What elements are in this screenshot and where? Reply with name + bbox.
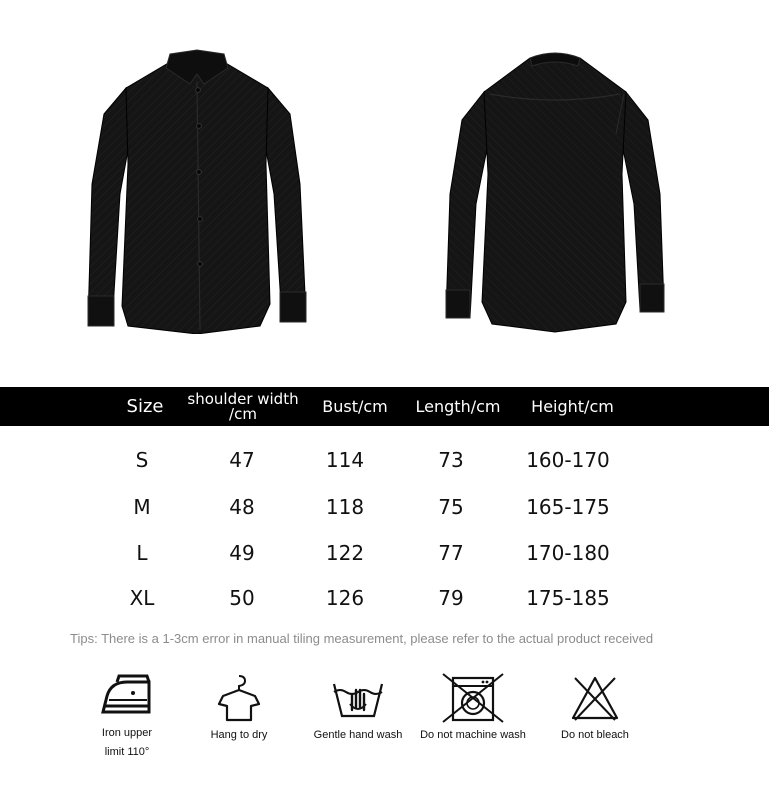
header-bust: Bust/cm: [322, 397, 388, 416]
height-cell: 175-185: [526, 586, 610, 610]
care-label-line1: Iron upper: [101, 727, 153, 739]
no-bleach-icon: [565, 672, 625, 724]
header-shoulder-line1: shoulder width: [187, 389, 299, 408]
bust-cell: 122: [325, 541, 365, 565]
size-cell: L: [136, 541, 148, 565]
size-table-header: [0, 387, 769, 426]
shirt-front-image: [84, 44, 310, 334]
hand-wash-icon: [328, 672, 388, 724]
bust-cell: 118: [325, 495, 365, 519]
table-row: [0, 445, 769, 475]
shoulder-cell: 49: [229, 541, 255, 565]
length-cell: 79: [438, 586, 464, 610]
care-label-line1: Do not bleach: [561, 729, 629, 741]
shoulder-cell: 48: [229, 495, 255, 519]
table-row: [0, 538, 769, 568]
size-cell: S: [135, 448, 149, 472]
height-cell: 165-175: [526, 495, 610, 519]
size-cell: M: [133, 495, 151, 519]
bust-cell: 126: [325, 586, 365, 610]
size-cell: XL: [129, 586, 155, 610]
height-cell: 160-170: [526, 448, 610, 472]
bust-cell: 114: [325, 448, 365, 472]
length-cell: 73: [438, 448, 464, 472]
length-cell: 77: [438, 541, 464, 565]
table-row: [0, 583, 769, 613]
hanger-icon: [209, 672, 269, 724]
care-label-line2: limit 110°: [104, 746, 150, 758]
care-item-no-bleach: [530, 672, 660, 745]
iron-icon: [97, 672, 157, 718]
shoulder-cell: 50: [229, 586, 255, 610]
header-length: Length/cm: [415, 397, 501, 416]
measurement-tips: Tips: There is a 1-3cm error in manual tiling measurement, please refer to the actual product received: [70, 631, 654, 646]
care-item-iron: [62, 672, 192, 762]
care-item-hand-wash: [293, 672, 423, 745]
no-machine-wash-icon: [439, 672, 507, 724]
care-label-line1: Do not machine wash: [420, 729, 526, 741]
header-size: Size: [126, 396, 164, 417]
header-shoulder-width: [178, 387, 308, 426]
header-height: Height/cm: [531, 397, 614, 416]
care-label-line1: Gentle hand wash: [313, 729, 403, 741]
care-item-no-machine-wash: [408, 672, 538, 745]
shoulder-cell: 47: [229, 448, 255, 472]
care-item-hang-dry: [174, 672, 304, 745]
care-label-line1: Hang to dry: [210, 729, 268, 741]
header-shoulder-line2: /cm: [229, 404, 257, 423]
height-cell: 170-180: [526, 541, 610, 565]
table-row: [0, 492, 769, 522]
length-cell: 75: [438, 495, 464, 519]
shirt-back-image: [440, 44, 670, 334]
